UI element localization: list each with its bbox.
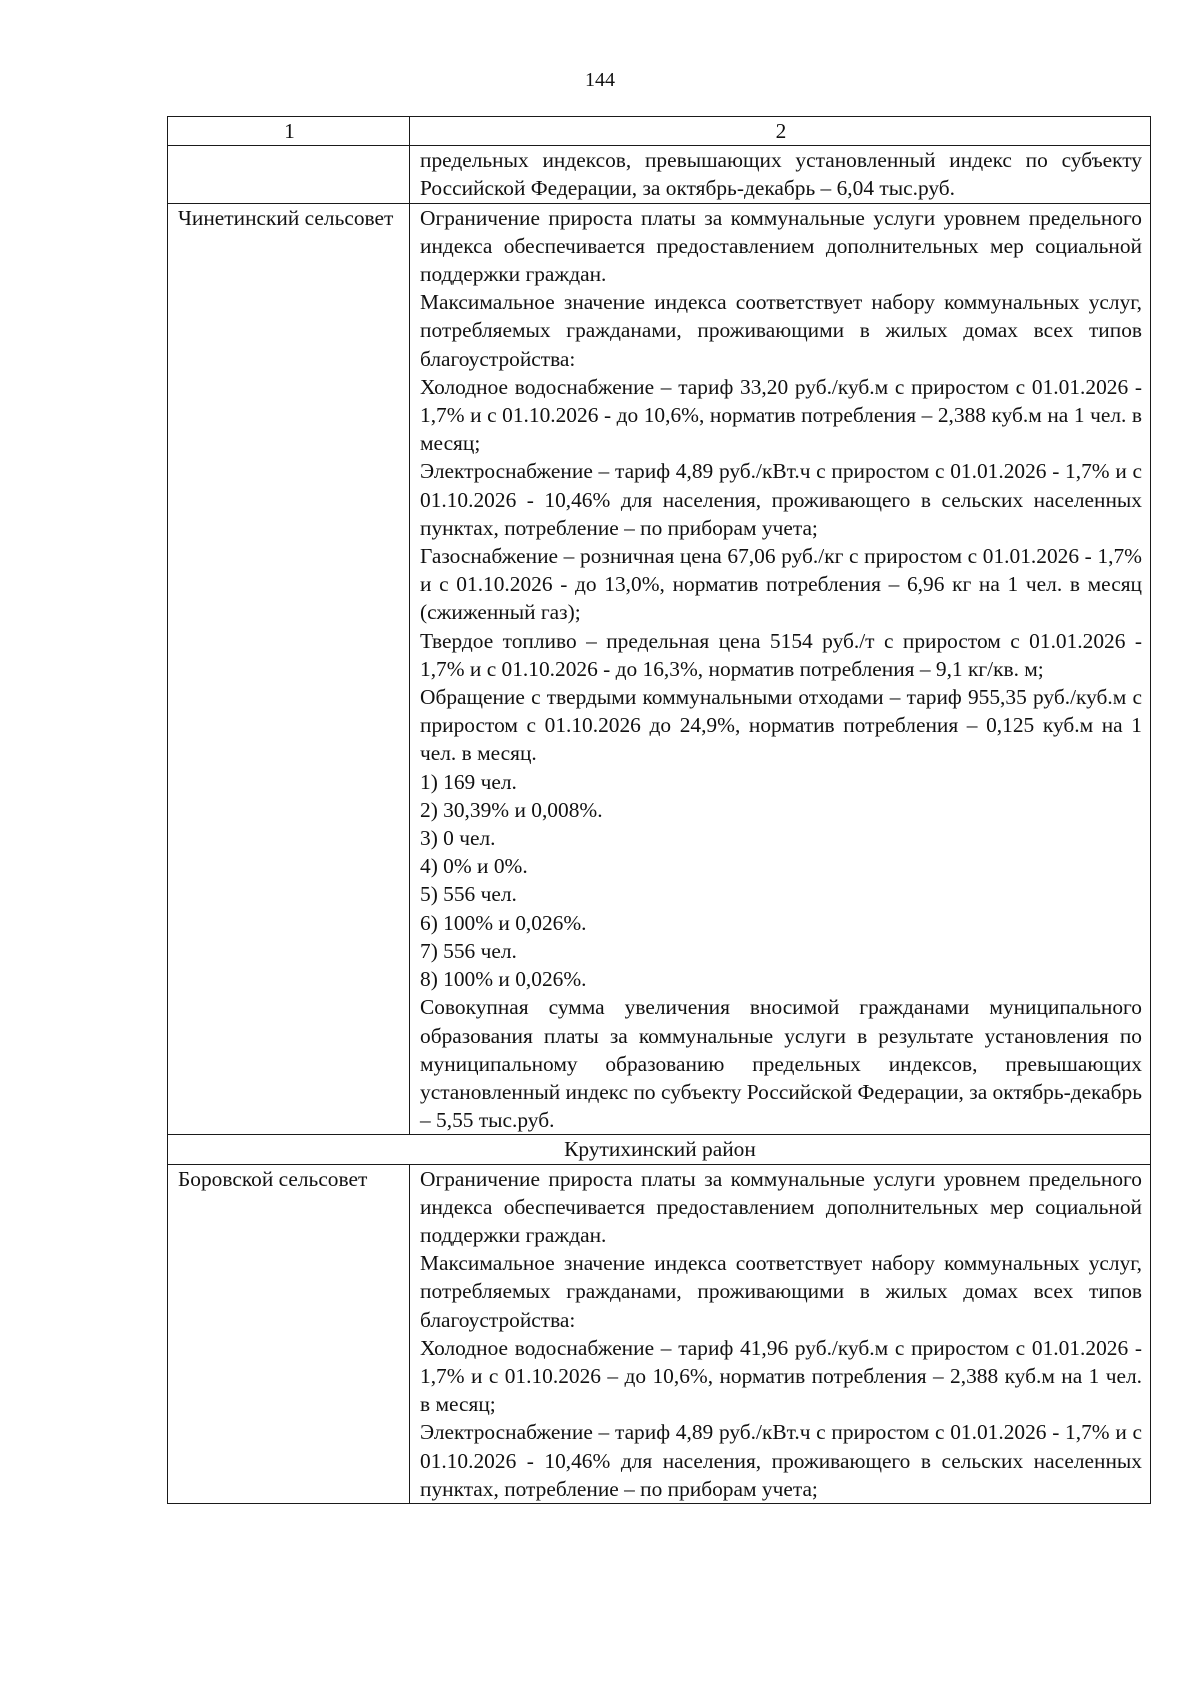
document-table (167, 116, 1151, 1504)
paragraph: Холодное водоснабжение – тариф 41,96 руб./куб.м с приростом с 01.01.2026 - 1,7% и с 01.10.2026 – до 10,6%, норматив потребления – 2,388 куб.м на 1 чел. в месяц; (420, 1335, 1142, 1417)
paragraph: Электроснабжение – тариф 4,89 руб./кВт.ч с приростом с 01.01.2026 - 1,7% и с 01.10.2026 - 10,46% для населения, проживающего в сельских населенных пунктах, потребление – по приборам учета; (420, 1420, 1142, 1501)
description-cell (410, 1164, 1151, 1503)
paragraph: Холодное водоснабжение – тариф 33,20 руб./куб.м с приростом с 01.01.2026 - 1,7% и с 01.10.2026 - до 10,6%, норматив потребления – 2,388 куб.м на 1 чел. в месяц; (420, 374, 1142, 456)
list-item: 8) 100% и 0,026%. (420, 967, 587, 992)
paragraph: предельных индексов, превышающих установленный индекс по субъекту Российской Федерации, за октябрь-декабрь – 6,04 тыс.руб. (420, 148, 1142, 201)
paragraph: Обращение с твердыми коммунальными отходами – тариф 955,35 руб./куб.м с приростом с 01.10.2026 до 24,9%, норматив потребления – 0,125 куб.м на 1 чел. в месяц. (420, 685, 1142, 766)
list-item: 2) 30,39% и 0,008%. (420, 797, 603, 822)
table-row-continuation (168, 146, 1151, 203)
column-header-2: 2 (410, 117, 1151, 146)
municipality-cell: Боровской сельсовет (168, 1164, 410, 1503)
list-item: 3) 0 чел. (420, 826, 496, 851)
paragraph: Ограничение прироста платы за коммунальные услуги уровнем предельного индекса обеспечивается предоставлением дополнительных мер социальной поддержки граждан. (420, 205, 1142, 287)
list-item: 4) 0% и 0%. (420, 854, 528, 879)
paragraph: Твердое топливо – предельная цена 5154 руб./т с приростом с 01.01.2026 - 1,7% и с 01.10.2026 - до 16,3%, норматив потребления – 9,1 кг/кв. м; (420, 628, 1142, 681)
table-row-chinetinsky (168, 203, 1151, 1135)
list-item: 6) 100% и 0,026%. (420, 910, 587, 935)
list-item: 1) 169 чел. (420, 769, 517, 794)
section-title: Крутихинский район (168, 1135, 1151, 1164)
municipality-cell: Чинетинский сельсовет (168, 203, 410, 1135)
paragraph: Максимальное значение индекса соответствует набору коммунальных услуг, потребляемых гражданами, проживающими в жилых домах всех типов благоустройства: (420, 1251, 1142, 1332)
list-item: 5) 556 чел. (420, 882, 517, 907)
table-section-row (168, 1135, 1151, 1164)
description-cell (410, 203, 1151, 1135)
paragraph: Максимальное значение индекса соответствует набору коммунальных услуг, потребляемых гражданами, проживающими в жилых домах всех типов благоустройства: (420, 290, 1142, 371)
description-cell (410, 146, 1151, 203)
page-number: 144 (585, 69, 615, 91)
paragraph: Электроснабжение – тариф 4,89 руб./кВт.ч с приростом с 01.01.2026 - 1,7% и с 01.10.2026 - 10,46% для населения, проживающего в сельских населенных пунктах, потребление – по приборам учета; (420, 459, 1142, 540)
table-row-borovskoy (168, 1164, 1151, 1503)
column-header-1: 1 (168, 117, 410, 146)
paragraph: Совокупная сумма увеличения вносимой гражданами муниципального образования платы за коммунальные услуги в результате установления по муниципальному образованию предельных индексов, превышающих установленный индекс по субъекту Российской Федерации, за октябрь-декабрь – 5,55 тыс.руб. (420, 995, 1142, 1133)
paragraph: Газоснабжение – розничная цена 67,06 руб./кг с приростом с 01.01.2026 - 1,7% и с 01.10.2026 - до 13,0%, норматив потребления – 6,96 кг на 1 чел. в месяц (сжиженный газ); (420, 544, 1142, 625)
municipality-cell (168, 146, 410, 203)
table-header-row (168, 117, 1151, 146)
list-item: 7) 556 чел. (420, 938, 517, 963)
paragraph: Ограничение прироста платы за коммунальные услуги уровнем предельного индекса обеспечивается предоставлением дополнительных мер социальной поддержки граждан. (420, 1166, 1142, 1247)
